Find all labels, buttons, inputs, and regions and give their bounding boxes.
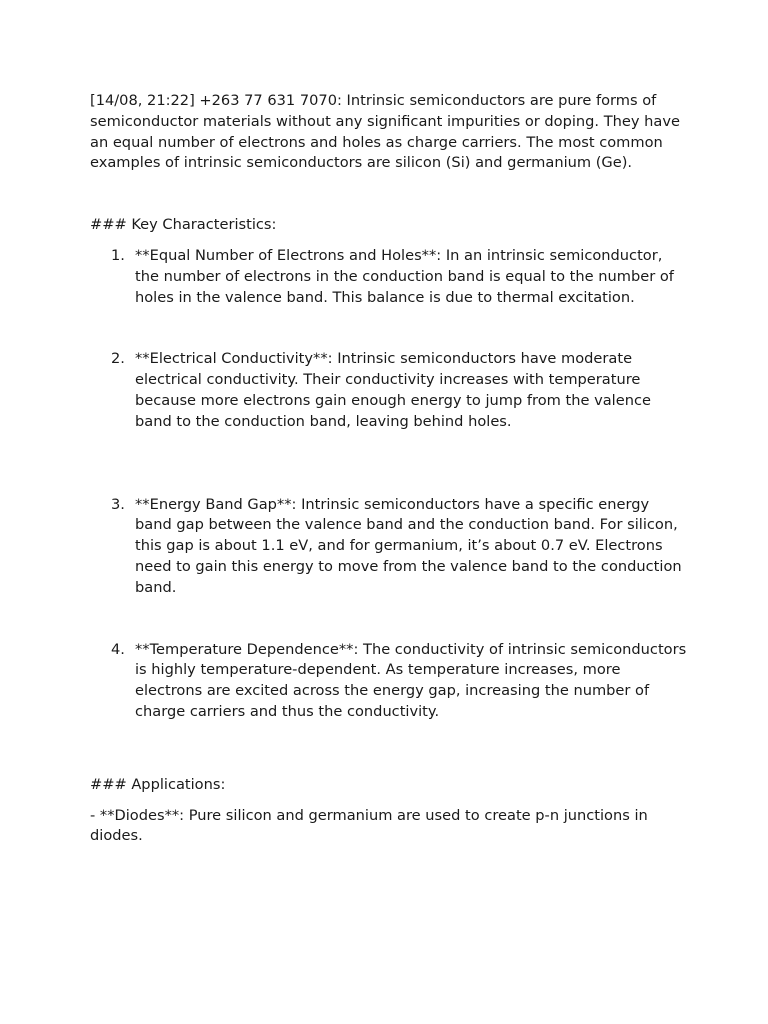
list-item bbox=[90, 495, 690, 599]
list-item-number: 4. bbox=[111, 640, 125, 658]
list-item-number: 3. bbox=[111, 495, 125, 513]
list-item bbox=[90, 246, 690, 308]
characteristics-list bbox=[90, 246, 690, 723]
application-item-diodes: - **Diodes**: Pure silicon and germanium are used to create p-n junctions in diodes. bbox=[90, 806, 648, 845]
key-characteristics-heading: ### Key Characteristics: bbox=[90, 216, 277, 234]
document-page bbox=[90, 91, 690, 847]
intro-paragraph: [14/08, 21:22] +263 77 631 7070: Intrinsic semiconductors are pure forms of semiconductor materials without any significant impurities or doping. They have an equal number of electrons and holes as charge carriers. The most common examples of intrinsic semiconductors are silicon (Si) and germanium (Ge). bbox=[90, 92, 680, 172]
list-item-text: **Energy Band Gap**: Intrinsic semiconductors have a specific energy band gap between the valence band and the conduction band. For silicon, this gap is about 1.1 eV, and for germanium, it’s about 0.7 eV. Electrons need to gain this energy to move from the valence band to the conduction band. bbox=[135, 495, 682, 596]
list-item-number: 1. bbox=[111, 246, 125, 264]
list-item-number: 2. bbox=[111, 350, 125, 368]
list-item-text: **Equal Number of Electrons and Holes**: In an intrinsic semiconductor, the number of electrons in the conduction band is equal to the number of holes in the valence band. This balance is due to thermal excitation. bbox=[135, 246, 674, 306]
list-item-text: **Temperature Dependence**: The conductivity of intrinsic semiconductors is highly temperature-dependent. As temperature increases, more electrons are excited across the energy gap, increasing the number of charge carriers and thus the conductivity. bbox=[135, 640, 687, 720]
list-item-text: **Electrical Conductivity**: Intrinsic semiconductors have moderate electrical conductivity. Their conductivity increases with temperature because more electrons gain enough energy to jump from the valence band to the conduction band, leaving behind holes. bbox=[135, 350, 651, 430]
list-item bbox=[90, 640, 690, 723]
applications-heading: ### Applications: bbox=[90, 775, 226, 793]
list-item bbox=[90, 349, 690, 432]
